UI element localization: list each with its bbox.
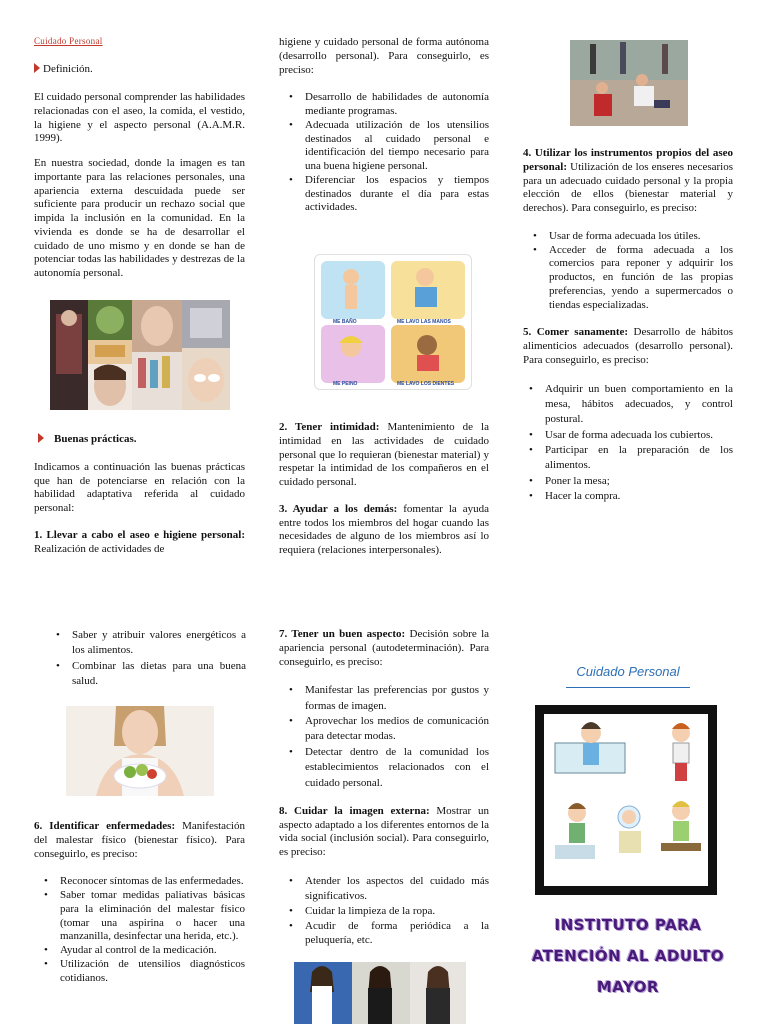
paragraph-definition: El cuidado personal comprender las habilidades relacionadas con el aseo, la comida, el vestido, la higiene y el aspecto personal (A.A.M.R. 1999).	[34, 91, 245, 145]
list-item: • Saber y atribuir valores energéticos a los alimentos.	[50, 628, 246, 659]
column-1	[34, 36, 245, 281]
hygiene-list	[279, 91, 489, 215]
list-item: • Utilización de utensilios diagnósticos cotidianos.	[34, 958, 245, 986]
column-2	[279, 36, 489, 215]
list-item: • Usar de forma adecuada los útiles.	[523, 230, 733, 244]
list-item: • Acudir de forma periódica a la peluquería, etc.	[279, 919, 489, 949]
institute-line-2: ATENCIÓN AL ADULTO	[531, 946, 725, 965]
cover-title: Cuidado Personal	[576, 664, 680, 679]
caregiver-photo	[570, 40, 688, 126]
list-item: • Usar de forma adecuada los cubiertos.	[523, 428, 733, 443]
institute-line-3: MAYOR	[596, 977, 660, 996]
list-item: • Poner la mesa;	[523, 474, 733, 489]
salad-graphic	[66, 706, 214, 796]
item-8: 8. Cuidar la imagen externa: Mostrar un aspecto adaptado a los diferentes entornos de la vida social (inclusión social). Para conseguirlo, es preciso:	[279, 804, 489, 859]
item-1-continued: higiene y cuidado personal de forma autónoma (desarrollo personal). Para conseguirlo, es preciso:	[279, 36, 489, 76]
list-item: • Reconocer síntomas de las enfermedades.	[34, 875, 245, 889]
tools-list	[523, 230, 733, 313]
eating-list	[523, 382, 733, 505]
list-item: • Ayudar al control de la medicación.	[34, 944, 245, 958]
definition-heading: Definición.	[34, 63, 245, 77]
triangle-bullet-icon	[34, 63, 40, 73]
paragraph-society: En nuestra sociedad, donde la imagen es tan importante para las relaciones personales, una apariencia externa descuidada puede ser suficiente para producir un rechazo social que impida la inclusión en la comunidad. En la vivienda es donde se ha de desarrollar el cuidado de uno mismo y en donde se han de potenciar todas las habilidades y destrezas de la autonomía personal.	[34, 157, 245, 279]
list-item: • Saber tomar medidas paliativas básicas para la eliminación del malestar físico (tomar una aspirina o hacer una manzanilla, desinfectar una herida, etc.).	[34, 889, 245, 944]
paragraph-intro: Indicamos a continuación las buenas prácticas que han de potenciarse en relación con la habilidad adaptativa referida al cuidado personal:	[34, 460, 245, 514]
list-item: • Cuidar la limpieza de la ropa.	[279, 904, 489, 919]
column-1-lower	[34, 433, 245, 556]
list-item: • Diferenciar los espacios y tiempos destinados durante el día para estas actividades.	[279, 174, 489, 215]
list-item: • Adquirir un buen comportamiento en la mesa, hábitos adecuados, y control postural.	[523, 382, 733, 428]
column-3	[523, 147, 733, 505]
column-2-lower	[279, 421, 489, 558]
appearance-list	[279, 683, 489, 791]
item-4: 4. Utilizar los instrumentos propios del aseo personal: Utilización de los enseres necesarios para un adecuado cuidado personal y la propia elección de ellos (bienestar material y derechos). Para conseguirlo, es preciso:	[523, 147, 733, 214]
item-3: 3. Ayudar a los demás: fomentar la ayuda entre todos los miembros del hogar cuando las necesidades de alguno de los miembros así lo requiera (relaciones interpersonales).	[279, 502, 489, 556]
nutrition-list	[50, 628, 246, 690]
list-item: • Combinar las dietas para una buena salud.	[50, 659, 246, 690]
fashion-graphic	[294, 962, 466, 1024]
column-5	[279, 628, 489, 948]
item-6: 6. Identificar enfermedades: Manifestación del malestar físico (bienestar físico). Para conseguirlo, es preciso:	[34, 820, 245, 860]
caregiver-graphic	[570, 40, 688, 126]
cover-cartoon-image	[535, 705, 717, 895]
list-item: • Atender los aspectos del cuidado más significativos.	[279, 874, 489, 904]
hygiene-cartoon-image	[314, 254, 472, 390]
cartoon-label: ME BAÑO	[333, 319, 357, 325]
list-item: • Acceder de forma adecuada a los comercios para reponer y adquirir los productos, en función de las propias preferencias, yendo a supermercados o tiendas especializadas.	[523, 244, 733, 313]
triangle-bullet-icon	[38, 433, 44, 443]
cover-title-underline	[566, 687, 690, 688]
item-5: 5. Comer sanamente: Desarrollo de hábitos alimenticios adecuados (desarrollo personal). Para conseguirlo, es preciso:	[523, 326, 733, 366]
list-item: • Hacer la compra.	[523, 489, 733, 504]
list-item: • Manifestar las preferencias por gustos y formas de imagen.	[279, 683, 489, 714]
list-item: • Detectar dentro de la comunidad los establecimientos relacionados con el cuidado personal.	[279, 745, 489, 791]
list-item: • Desarrollo de habilidades de autonomía mediante programas.	[279, 91, 489, 119]
item-1: 1. Llevar a cabo el aseo e higiene personal: Realización de actividades de	[34, 528, 245, 555]
institute-line-1: INSTITUTO PARA	[554, 916, 702, 934]
cover-cartoon-graphic	[535, 705, 717, 895]
section-title: Cuidado Personal	[34, 36, 103, 46]
cartoon-label: ME LAVO LAS MANOS	[397, 319, 451, 325]
buenas-heading: Buenas prácticas.	[34, 433, 245, 447]
list-item: • Adecuada utilización de los utensilios destinados al cuidado personal e identificación del tiempo necesario para una buena higiene personal.	[279, 119, 489, 174]
salad-woman-photo	[66, 706, 214, 796]
list-item: • Participar en la preparación de los alimentos.	[523, 443, 733, 474]
item-2: 2. Tener intimidad: Mantenimiento de la intimidad en las actividades de cuidado personal que lo requieran (bienestar material) y respetar la intimidad de los compañeros en el cuidado personal.	[279, 421, 489, 488]
column-4	[50, 628, 246, 690]
illness-list	[34, 875, 245, 985]
image-list	[279, 874, 489, 948]
institute-name	[523, 916, 733, 996]
fashion-women-photo	[294, 962, 466, 1024]
beauty-collage-image	[50, 300, 230, 410]
column-4-lower	[34, 820, 245, 985]
list-item: • Aprovechar los medios de comunicación para detectar modas.	[279, 714, 489, 745]
cartoon-label: ME LAVO LOS DIENTES	[397, 381, 455, 387]
item-7: 7. Tener un buen aspecto: Decisión sobre la apariencia personal (autodeterminación). Para conseguirlo, es preciso:	[279, 628, 490, 668]
cartoon-label: ME PEINO	[333, 381, 358, 387]
collage-graphic	[50, 300, 230, 410]
